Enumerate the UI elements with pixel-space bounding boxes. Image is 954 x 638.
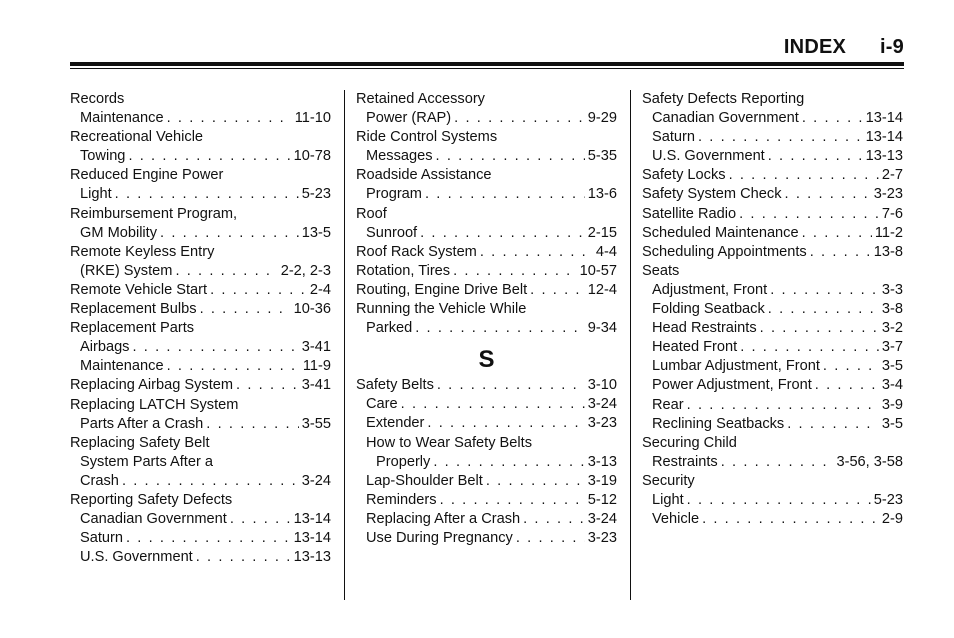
page-reference: 11-2	[874, 224, 903, 241]
dot-leader	[210, 281, 307, 300]
entry-term: Head Restraints	[652, 320, 757, 337]
index-subentry	[356, 185, 617, 204]
entry-term: Reimbursement Program,	[70, 205, 238, 222]
index-subentry	[70, 415, 331, 434]
dot-leader	[230, 510, 291, 529]
dot-leader	[437, 376, 585, 395]
dot-leader	[802, 109, 863, 128]
page-reference: 13-8	[873, 243, 903, 260]
entry-term: Adjustment, Front	[652, 281, 768, 298]
index-entry	[356, 90, 617, 109]
entry-term: Use During Pregnancy	[366, 529, 513, 546]
index-subentry	[356, 147, 617, 166]
dot-leader	[787, 415, 879, 434]
index-entry	[356, 300, 617, 319]
page-reference: 3-5	[881, 358, 903, 375]
dot-leader	[687, 396, 879, 415]
dot-leader	[739, 205, 879, 224]
entry-term: Security	[642, 472, 695, 489]
dot-leader	[167, 109, 292, 128]
index-entry	[70, 205, 331, 224]
entry-term: Remote Vehicle Start	[70, 281, 208, 298]
entry-term: Safety System Check	[642, 186, 782, 203]
index-subentry	[70, 548, 331, 567]
entry-term: Seats	[642, 262, 680, 279]
page-reference: 11-9	[302, 358, 331, 375]
entry-term: Recreational Vehicle	[70, 129, 204, 146]
entry-term: Canadian Government	[80, 511, 227, 528]
dot-leader	[454, 109, 585, 128]
page-reference: 13-6	[587, 186, 617, 203]
dot-leader	[802, 224, 872, 243]
entry-term: Safety Locks	[642, 167, 726, 184]
page-reference: 10-36	[293, 301, 331, 318]
index-entry	[70, 281, 331, 300]
entry-term: Replacement Bulbs	[70, 301, 197, 318]
index-entry	[356, 166, 617, 185]
index-entry	[356, 376, 617, 395]
entry-term: Maintenance	[80, 110, 164, 127]
dot-leader	[516, 529, 585, 548]
index-entry	[70, 300, 331, 319]
index-subentry	[642, 415, 903, 434]
entry-term: Sunroof	[366, 224, 418, 241]
entry-term: Roof Rack System	[356, 243, 477, 260]
index-subentry	[642, 281, 903, 300]
page-reference: 5-35	[587, 148, 617, 165]
index-subentry	[642, 147, 903, 166]
dot-leader	[729, 166, 879, 185]
dot-leader	[401, 395, 585, 414]
entry-term: Remote Keyless Entry	[70, 243, 215, 260]
entry-term: Safety Defects Reporting	[642, 91, 805, 107]
entry-term: Replacing After a Crash	[366, 510, 521, 527]
index-entry	[70, 491, 331, 510]
dot-leader	[698, 128, 863, 147]
index-entry	[356, 243, 617, 262]
page-reference: 3-24	[587, 396, 617, 413]
page-reference: 3-24	[587, 510, 617, 527]
entry-term: Folding Seatback	[652, 301, 765, 318]
page-reference: 3-4	[881, 377, 903, 394]
dot-leader	[436, 147, 585, 166]
entry-term: GM Mobility	[80, 224, 158, 241]
entry-term: Lap-Shoulder Belt	[366, 472, 483, 489]
dot-leader	[530, 281, 585, 300]
entry-term: Roadside Assistance	[356, 167, 492, 184]
entry-term: Scheduled Maintenance	[642, 224, 799, 241]
dot-leader	[768, 300, 879, 319]
page-reference: 13-14	[865, 110, 903, 127]
dot-leader	[236, 376, 299, 395]
dot-leader	[810, 243, 871, 262]
entry-term: Properly	[376, 453, 431, 470]
index-entry	[70, 243, 331, 262]
dot-leader	[132, 338, 298, 357]
index-subentry	[356, 491, 617, 510]
index-entry	[642, 205, 903, 224]
index-subentry	[70, 453, 331, 472]
dot-leader	[128, 147, 290, 166]
entry-term: Retained Accessory	[356, 91, 485, 107]
index-subentry	[642, 491, 903, 510]
index-subentry	[356, 472, 617, 491]
index-subentry	[356, 529, 617, 548]
index-subentry	[642, 300, 903, 319]
page-reference: 13-14	[293, 530, 331, 547]
entry-term: Care	[366, 396, 398, 413]
entry-term: Lumbar Adjustment, Front	[652, 358, 820, 375]
index-subentry	[642, 338, 903, 357]
entry-term: Extender	[366, 415, 425, 432]
dot-leader	[433, 453, 584, 472]
index-column-3	[642, 90, 903, 529]
section-letter: S	[478, 346, 495, 374]
index-entry	[642, 185, 903, 204]
page-reference: 13-5	[301, 224, 331, 241]
page-reference: 7-6	[881, 205, 903, 222]
index-entry	[642, 243, 903, 262]
index-subentry	[642, 510, 903, 529]
index-entry	[642, 166, 903, 185]
dot-leader	[440, 491, 585, 510]
index-subentry	[356, 434, 617, 453]
page-reference: 5-12	[587, 491, 617, 508]
page-reference: 3-2	[881, 320, 903, 337]
page-reference: 10-57	[579, 262, 617, 279]
index-entry	[356, 262, 617, 281]
page-reference: 3-24	[301, 472, 331, 489]
index-subentry	[356, 395, 617, 414]
entry-term: Replacement Parts	[70, 320, 195, 337]
entry-term: Routing, Engine Drive Belt	[356, 281, 528, 298]
page-reference: 13-14	[865, 129, 903, 146]
entry-term: Airbags	[80, 339, 130, 356]
entry-term: Rear	[652, 396, 684, 413]
index-entry	[70, 396, 331, 415]
dot-leader	[126, 529, 291, 548]
index-subentry	[70, 510, 331, 529]
page-reference: 11-10	[294, 110, 331, 127]
index-subentry	[356, 319, 617, 338]
index-subentry	[70, 147, 331, 166]
dot-leader	[486, 472, 585, 491]
page-reference: 3-3	[881, 281, 903, 298]
index-entry	[70, 128, 331, 147]
dot-leader	[785, 185, 871, 204]
entry-term: Ride Control Systems	[356, 129, 498, 146]
header-page-number: i-9	[880, 36, 904, 58]
header-rule-thick	[70, 62, 904, 66]
index-entry	[70, 166, 331, 185]
dot-leader	[523, 510, 585, 529]
index-subentry	[642, 453, 903, 472]
index-entry	[642, 224, 903, 243]
page-reference: 3-23	[587, 415, 617, 432]
index-entry	[70, 319, 331, 338]
index-subentry	[70, 357, 331, 376]
entry-term: Canadian Government	[652, 110, 799, 127]
page-reference: 3-23	[587, 529, 617, 546]
dot-leader	[160, 224, 299, 243]
index-subentry	[356, 109, 617, 128]
dot-leader	[760, 319, 879, 338]
entry-term: Saturn	[80, 530, 123, 547]
index-subentry	[642, 319, 903, 338]
page-reference: 3-5	[881, 415, 903, 432]
entry-term: Replacing Airbag System	[70, 377, 234, 394]
entry-term: (RKE) System	[80, 262, 173, 279]
dot-leader	[420, 224, 585, 243]
entry-term: Records	[70, 91, 125, 107]
entry-term: Reporting Safety Defects	[70, 491, 233, 508]
page-reference: 2-4	[309, 281, 331, 298]
page-reference: 3-8	[881, 301, 903, 318]
header-title: INDEX	[783, 36, 847, 58]
index-subentry	[642, 376, 903, 395]
entry-term: Crash	[80, 472, 119, 489]
index-column-1	[70, 90, 331, 567]
index-column-2	[356, 90, 617, 548]
index-subentry	[642, 109, 903, 128]
page-reference: 5-23	[873, 491, 903, 508]
index-entry	[70, 376, 331, 395]
page-reference: 2-9	[881, 511, 903, 528]
index-subentry	[356, 414, 617, 433]
page-reference: 9-34	[587, 320, 617, 337]
dot-leader	[721, 453, 834, 472]
entry-term: Messages	[366, 148, 433, 165]
entry-term: Heated Front	[652, 339, 738, 356]
page-reference: 4-4	[595, 243, 617, 260]
page-reference: 5-23	[301, 186, 331, 203]
entry-term: Saturn	[652, 129, 695, 146]
entry-term: U.S. Government	[652, 148, 765, 165]
entry-term: Safety Belts	[356, 377, 434, 394]
entry-term: How to Wear Safety Belts	[366, 434, 533, 451]
page-reference: 3-13	[587, 453, 617, 470]
entry-term: Towing	[80, 148, 126, 165]
entry-term: Parts After a Crash	[80, 415, 204, 432]
page-reference: 2-7	[881, 167, 903, 184]
index-entry	[356, 281, 617, 300]
dot-leader	[415, 319, 585, 338]
index-subentry	[70, 529, 331, 548]
index-subentry	[356, 224, 617, 243]
index-subentry	[70, 185, 331, 204]
index-entry	[356, 205, 617, 224]
page-reference: 2-15	[587, 224, 617, 241]
index-subentry	[356, 453, 617, 472]
dot-leader	[480, 243, 593, 262]
index-entry	[356, 128, 617, 147]
dot-leader	[206, 415, 298, 434]
index-entry	[642, 262, 903, 281]
column-divider-1	[344, 90, 345, 600]
dot-leader	[115, 185, 299, 204]
entry-term: Light	[652, 491, 684, 508]
page-reference: 3-55	[301, 415, 331, 432]
entry-term: Running the Vehicle While	[356, 301, 527, 318]
entry-term: Program	[366, 186, 422, 203]
entry-term: Scheduling Appointments	[642, 243, 807, 260]
page-reference: 10-78	[293, 148, 331, 165]
dot-leader	[702, 510, 879, 529]
entry-term: U.S. Government	[80, 549, 193, 566]
entry-term: Roof	[356, 205, 387, 222]
column-divider-2	[630, 90, 631, 600]
dot-leader	[815, 376, 879, 395]
index-subentry	[642, 128, 903, 147]
page-reference: 3-56, 3-58	[836, 453, 903, 470]
index-subentry	[70, 338, 331, 357]
dot-leader	[167, 357, 300, 376]
page-reference: 3-41	[301, 339, 331, 356]
index-subentry	[642, 396, 903, 415]
dot-leader	[768, 147, 863, 166]
dot-leader	[687, 491, 871, 510]
entry-term: Reminders	[366, 491, 437, 508]
page-reference: 2-2, 2-3	[280, 262, 331, 279]
index-subentry	[70, 262, 331, 281]
entry-term: Replacing LATCH System	[70, 396, 239, 413]
page-reference: 13-13	[865, 148, 903, 165]
index-entry	[642, 472, 903, 491]
dot-leader	[425, 185, 585, 204]
page-reference: 3-41	[301, 377, 331, 394]
dot-leader	[427, 414, 584, 433]
entry-term: Reclining Seatbacks	[652, 415, 785, 432]
dot-leader	[200, 300, 291, 319]
page-reference: 3-19	[587, 472, 617, 489]
page-reference: 9-29	[587, 110, 617, 127]
entry-term: Securing Child	[642, 434, 737, 451]
entry-term: Parked	[366, 320, 413, 337]
entry-term: Power Adjustment, Front	[652, 377, 812, 394]
entry-term: Satellite Radio	[642, 205, 737, 222]
dot-leader	[196, 548, 291, 567]
entry-term: Power (RAP)	[366, 110, 452, 127]
entry-term: Light	[80, 186, 112, 203]
index-subentry	[70, 109, 331, 128]
page-header	[784, 36, 904, 59]
page-reference: 3-7	[881, 339, 903, 356]
index-entry	[642, 434, 903, 453]
index-entry	[70, 434, 331, 453]
dot-leader	[175, 262, 277, 281]
page-reference: 13-14	[293, 511, 331, 528]
index-subentry	[356, 510, 617, 529]
page-reference: 13-13	[293, 549, 331, 566]
page-reference: 12-4	[587, 281, 617, 298]
dot-leader	[770, 281, 879, 300]
entry-term: Vehicle	[652, 511, 700, 528]
header-rule-thin	[70, 68, 904, 69]
entry-term: Restraints	[652, 453, 718, 470]
entry-term: System Parts After a	[80, 453, 214, 470]
index-entry	[642, 90, 903, 109]
index-entry	[70, 90, 331, 109]
dot-leader	[823, 357, 879, 376]
dot-leader	[453, 262, 577, 281]
index-subentry	[70, 472, 331, 491]
page-reference: 3-10	[587, 377, 617, 394]
entry-term: Reduced Engine Power	[70, 167, 224, 184]
entry-term: Replacing Safety Belt	[70, 434, 210, 451]
entry-term: Rotation, Tires	[356, 262, 451, 279]
page-reference: 3-9	[881, 396, 903, 413]
page-reference: 3-23	[873, 186, 903, 203]
dot-leader	[740, 338, 879, 357]
index-subentry	[70, 224, 331, 243]
dot-leader	[122, 472, 299, 491]
index-subentry	[642, 357, 903, 376]
entry-term: Maintenance	[80, 358, 164, 375]
